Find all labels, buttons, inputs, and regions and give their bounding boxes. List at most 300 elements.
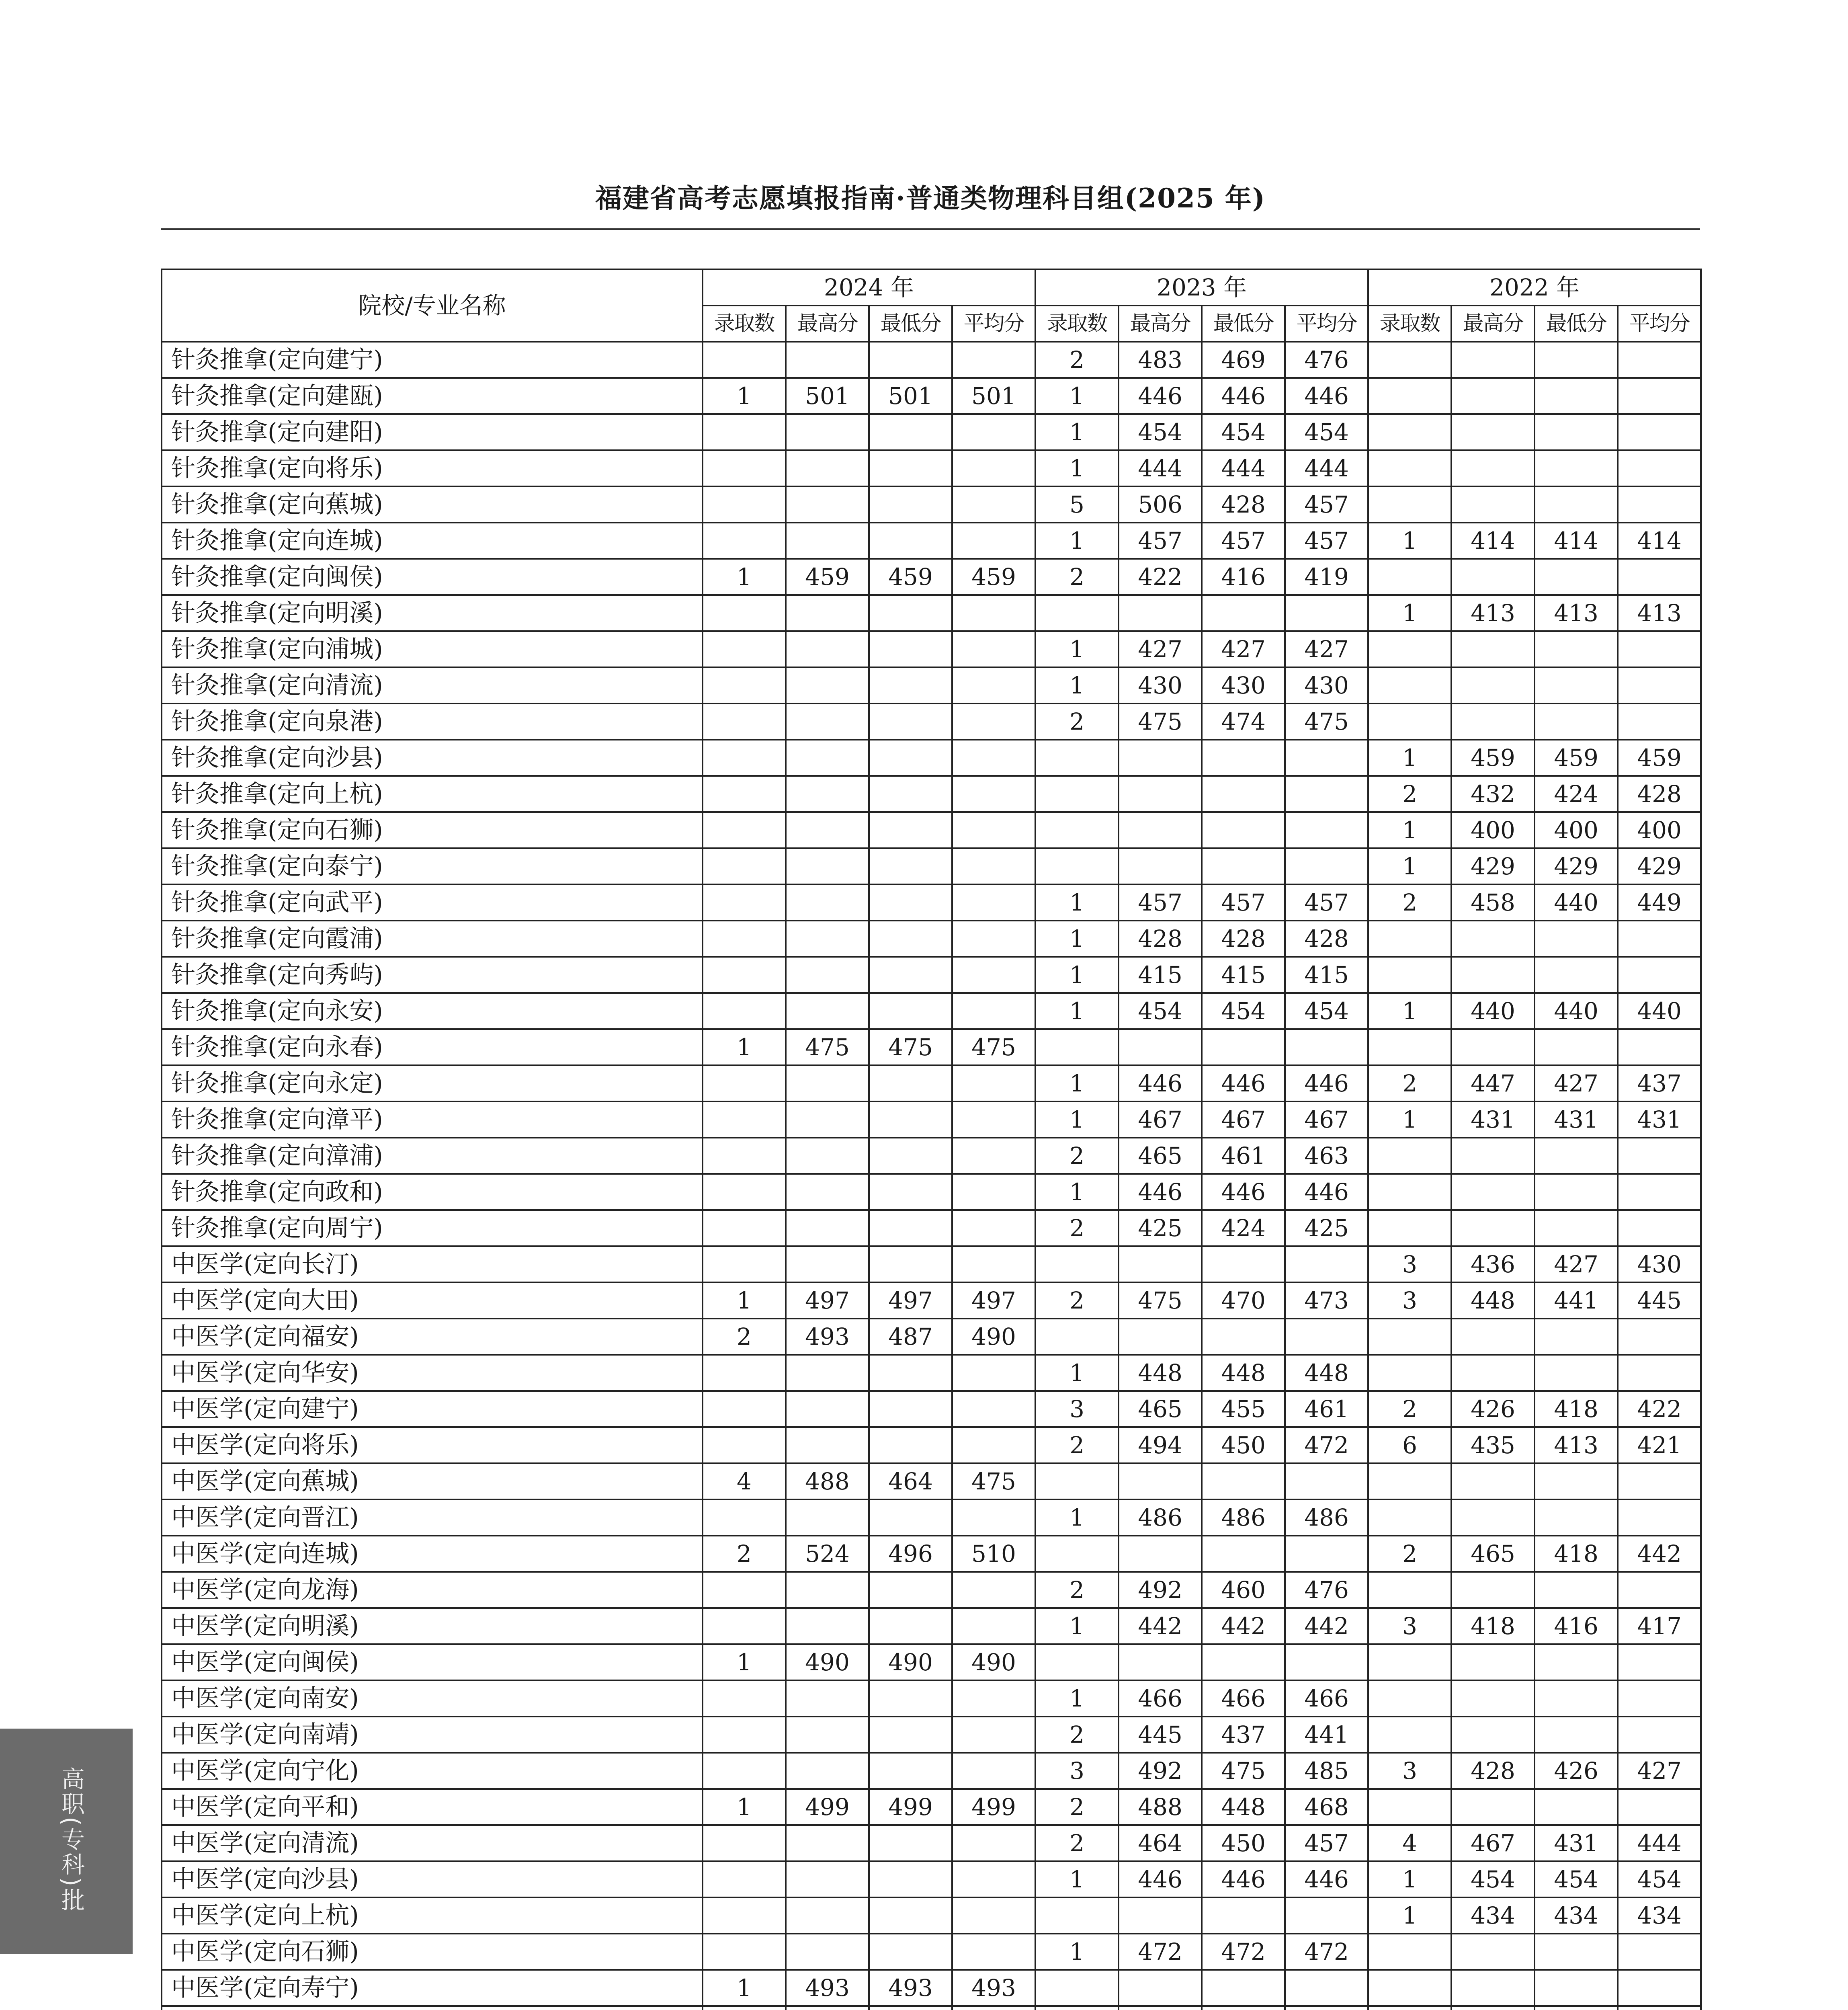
score-cell [869,812,952,848]
score-cell: 470 [1202,1282,1285,1319]
score-cell: 416 [1535,1608,1618,1644]
score-cell [952,523,1035,559]
score-cell [1035,1970,1119,2006]
score-cell: 4 [1368,1825,1451,1861]
table-row [162,1101,1701,1138]
score-cell: 459 [1618,740,1701,776]
table-row [162,1065,1701,1101]
score-cell [1035,1897,1119,1934]
major-name-cell: 针灸推拿(定向将乐) [162,450,703,486]
score-cell [1535,342,1618,378]
score-cell: 422 [1119,559,1202,595]
score-cell [1618,414,1701,450]
score-cell [869,523,952,559]
major-name-cell: 针灸推拿(定向永定) [162,1065,703,1101]
score-cell: 446 [1202,1861,1285,1897]
score-cell: 6 [1368,1427,1451,1463]
score-cell [1035,1029,1119,1065]
score-cell: 444 [1119,450,1202,486]
score-cell [1202,776,1285,812]
score-cell [1285,776,1368,812]
table-row [162,812,1701,848]
score-cell: 2 [1368,1536,1451,1572]
score-cell [869,631,952,667]
score-cell [1035,812,1119,848]
score-cell [1119,848,1202,884]
score-cell: 2 [703,1536,786,1572]
score-cell [703,1934,786,1970]
score-cell [786,1680,869,1717]
table-row [162,450,1701,486]
major-name-cell: 针灸推拿(定向霞浦) [162,921,703,957]
score-cell [869,1174,952,1210]
score-cell [1368,1789,1451,1825]
score-cell [869,1680,952,1717]
table-row [162,342,1701,378]
score-cell [1285,1029,1368,1065]
score-cell [1368,1970,1451,2006]
score-cell: 440 [1618,993,1701,1029]
score-cell [1035,1319,1119,1355]
score-cell [703,1427,786,1463]
score-cell: 506 [1119,486,1202,523]
score-cell [703,848,786,884]
score-cell [703,450,786,486]
score-cell: 446 [1119,378,1202,414]
score-cell [703,812,786,848]
major-name-cell: 针灸推拿(定向建阳) [162,414,703,450]
score-cell [786,993,869,1029]
score-cell: 414 [1618,523,1701,559]
score-cell [1035,740,1119,776]
score-cell [1535,1210,1618,1246]
score-cell [952,1138,1035,1174]
score-cell [1535,667,1618,704]
score-cell: 426 [1451,1391,1535,1427]
score-cell: 427 [1535,1246,1618,1282]
table-row [162,1210,1701,1246]
score-cell [1202,1246,1285,1282]
score-cell: 501 [869,378,952,414]
score-cell [1535,2006,1618,2010]
table-row [162,1319,1701,1355]
score-cell: 448 [1202,1355,1285,1391]
major-name-cell: 中医学(定向闽侯) [162,1644,703,1680]
score-cell [1368,1934,1451,1970]
column-header-metric: 平均分 [1618,306,1701,342]
score-cell [786,1825,869,1861]
score-cell [786,1572,869,1608]
score-cell: 1 [1368,1861,1451,1897]
score-cell [1451,1355,1535,1391]
score-cell [1451,921,1535,957]
score-cell: 441 [1285,1717,1368,1753]
score-cell [1035,776,1119,812]
score-cell: 446 [1285,1861,1368,1897]
score-cell [1618,1210,1701,1246]
score-cell: 413 [1535,595,1618,631]
score-cell [952,1246,1035,1282]
score-cell [1535,631,1618,667]
score-cell: 488 [786,1463,869,1499]
score-cell: 400 [1618,812,1701,848]
score-cell [1535,1463,1618,1499]
score-cell: 490 [952,1319,1035,1355]
score-cell: 432 [1451,776,1535,812]
score-cell [1035,2006,1119,2010]
score-cell: 441 [1535,1282,1618,1319]
score-cell: 1 [703,1029,786,1065]
score-cell: 454 [1285,414,1368,450]
score-cell: 444 [1285,450,1368,486]
score-cell [1618,486,1701,523]
score-cell: 427 [1535,1065,1618,1101]
score-cell: 1 [1368,595,1451,631]
score-cell [869,2006,952,2010]
score-cell [1618,1572,1701,1608]
score-cell [786,884,869,921]
table-row [162,1355,1701,1391]
score-cell [1618,450,1701,486]
table-row [162,1282,1701,1319]
score-cell: 493 [786,1319,869,1355]
score-cell [786,414,869,450]
score-cell [1451,1934,1535,1970]
score-cell: 447 [1451,1065,1535,1101]
score-cell [703,1101,786,1138]
score-cell [1285,740,1368,776]
score-cell [1035,1644,1119,1680]
year-header-2022: 2022 年 [1368,269,1701,306]
score-cell: 454 [1618,1861,1701,1897]
score-cell [703,1065,786,1101]
score-cell [1202,2006,1285,2010]
score-cell [703,342,786,378]
score-cell [1618,704,1701,740]
score-cell: 427 [1202,631,1285,667]
score-cell [786,486,869,523]
score-cell: 483 [1119,342,1202,378]
table-row [162,740,1701,776]
column-header-metric: 最高分 [1119,306,1202,342]
score-cell [952,1608,1035,1644]
score-cell: 2 [1368,776,1451,812]
score-cell: 442 [1119,1608,1202,1644]
score-cell [1368,1463,1451,1499]
score-cell: 459 [869,559,952,595]
major-name-cell: 中医学(定向上杭) [162,1897,703,1934]
admission-score-table [161,269,1702,2010]
major-name-cell: 针灸推拿(定向明溪) [162,595,703,631]
score-cell [1451,342,1535,378]
score-cell [1451,1717,1535,1753]
score-cell [952,1210,1035,1246]
score-cell: 1 [1368,740,1451,776]
score-cell: 1 [1035,1861,1119,1897]
major-name-cell: 针灸推拿(定向武平) [162,884,703,921]
score-cell [1119,1536,1202,1572]
score-cell: 446 [1285,1174,1368,1210]
score-cell [1368,342,1451,378]
table-row [162,1825,1701,1861]
major-name-cell: 针灸推拿(定向蕉城) [162,486,703,523]
score-cell [1618,1789,1701,1825]
score-cell: 450 [1202,1825,1285,1861]
score-cell [952,776,1035,812]
score-cell [1451,1789,1535,1825]
major-name-cell: 针灸推拿(定向周宁) [162,1210,703,1246]
score-cell [1451,1970,1535,2006]
score-cell [869,450,952,486]
score-cell [1451,1210,1535,1246]
score-cell: 1 [1035,1608,1119,1644]
score-cell: 499 [786,1789,869,1825]
score-cell [1119,740,1202,776]
table-row [162,1608,1701,1644]
score-cell [1119,1644,1202,1680]
score-cell [1535,1572,1618,1608]
score-cell: 1 [1035,993,1119,1029]
score-cell: 2 [1035,1572,1119,1608]
score-cell [1119,776,1202,812]
score-cell [1618,1355,1701,1391]
score-cell [869,1934,952,1970]
score-cell: 485 [1285,1753,1368,1789]
score-cell [952,667,1035,704]
score-cell: 448 [1202,1789,1285,1825]
score-cell [703,1355,786,1391]
score-cell: 3 [1368,1753,1451,1789]
score-cell: 457 [1285,1825,1368,1861]
score-cell: 413 [1535,1427,1618,1463]
score-cell [1451,1644,1535,1680]
column-header-metric: 最高分 [786,306,869,342]
score-cell [1119,1319,1202,1355]
score-cell [869,486,952,523]
score-cell: 461 [1202,1138,1285,1174]
score-cell: 437 [1202,1717,1285,1753]
score-cell: 472 [1119,1934,1202,1970]
score-cell: 400 [1451,812,1535,848]
table-row [162,1391,1701,1427]
score-cell: 476 [1285,1572,1368,1608]
score-cell [952,1174,1035,1210]
score-cell: 467 [1202,1101,1285,1138]
score-cell [703,1246,786,1282]
score-cell: 414 [1535,523,1618,559]
score-cell: 437 [1618,1065,1701,1101]
table-row [162,1246,1701,1282]
score-cell: 465 [1119,1391,1202,1427]
score-cell: 469 [1202,342,1285,378]
score-cell: 448 [1119,1355,1202,1391]
score-cell: 428 [1285,921,1368,957]
score-cell [1451,704,1535,740]
score-cell: 446 [1119,1861,1202,1897]
score-cell [1535,1174,1618,1210]
score-cell: 2 [1368,884,1451,921]
score-cell [703,957,786,993]
score-cell [1451,450,1535,486]
score-cell: 457 [1285,523,1368,559]
score-cell: 1 [703,1970,786,2006]
score-cell [1285,1536,1368,1572]
score-cell: 1 [1035,957,1119,993]
score-cell: 1 [1035,1499,1119,1536]
score-cell: 2 [703,1319,786,1355]
score-cell: 2 [1035,1825,1119,1861]
score-cell: 466 [1202,1680,1285,1717]
score-cell [869,1608,952,1644]
score-cell [1451,559,1535,595]
score-cell [786,523,869,559]
score-cell: 436 [1451,1246,1535,1282]
score-cell [952,631,1035,667]
score-cell [1035,595,1119,631]
score-cell: 493 [952,1970,1035,2006]
score-cell: 429 [1535,848,1618,884]
score-cell [1119,1897,1202,1934]
column-header-name: 院校/专业名称 [162,269,703,342]
score-cell [869,704,952,740]
score-cell: 430 [1202,667,1285,704]
score-cell: 464 [1119,1825,1202,1861]
column-header-metric: 最低分 [869,306,952,342]
score-cell [1119,1463,1202,1499]
score-cell [1451,667,1535,704]
score-cell [1202,595,1285,631]
score-cell: 459 [1451,740,1535,776]
score-cell [1451,378,1535,414]
major-name-cell: 中医学(定向沙县) [162,1861,703,1897]
score-cell: 497 [869,1282,952,1319]
score-cell [1202,848,1285,884]
table-row [162,776,1701,812]
score-cell: 1 [1035,1101,1119,1138]
score-cell [1368,1717,1451,1753]
score-cell [703,1680,786,1717]
score-cell: 429 [1451,848,1535,884]
score-cell: 459 [952,559,1035,595]
running-head-title: 福建省高考志愿填报指南·普通类物理科目组(2025 年) [595,183,1266,214]
score-cell: 431 [1535,1101,1618,1138]
score-cell [1535,957,1618,993]
score-cell: 2 [1035,1282,1119,1319]
major-name-cell: 针灸推拿(定向清流) [162,667,703,704]
score-cell [869,1391,952,1427]
score-cell [869,1427,952,1463]
score-cell: 428 [1202,486,1285,523]
score-cell [1451,1463,1535,1499]
score-cell: 430 [1285,667,1368,704]
score-cell [786,812,869,848]
score-cell: 418 [1535,1536,1618,1572]
score-cell [952,2006,1035,2010]
score-cell [1368,1355,1451,1391]
score-cell [869,1825,952,1861]
major-name-cell: 中医学(定向连城) [162,1536,703,1572]
score-cell [1451,1680,1535,1717]
score-cell [1451,1572,1535,1608]
score-cell [1285,1463,1368,1499]
score-cell [952,342,1035,378]
score-cell: 446 [1202,1065,1285,1101]
score-cell [1535,1355,1618,1391]
score-cell: 464 [869,1463,952,1499]
score-cell: 1 [703,1282,786,1319]
major-name-cell: 针灸推拿(定向漳浦) [162,1138,703,1174]
score-cell: 427 [1618,1753,1701,1789]
score-cell: 461 [1285,1391,1368,1427]
score-cell: 524 [786,1536,869,1572]
score-cell [952,1427,1035,1463]
table-row [162,378,1701,414]
score-cell: 454 [1119,414,1202,450]
score-cell [952,1680,1035,1717]
major-name-cell: 中医学(定向建宁) [162,1391,703,1427]
score-cell: 486 [1119,1499,1202,1536]
score-cell: 424 [1202,1210,1285,1246]
score-cell [869,848,952,884]
score-cell [1618,1934,1701,1970]
score-cell [786,450,869,486]
score-cell [1368,2006,1451,2010]
score-cell: 3 [1368,1246,1451,1282]
score-cell [1618,1970,1701,2006]
score-cell [1202,1536,1285,1572]
major-name-cell: 针灸推拿(定向闽侯) [162,559,703,595]
year-header-2023: 2023 年 [1035,269,1368,306]
score-cell: 1 [1035,450,1119,486]
score-cell [786,1427,869,1463]
score-cell [869,884,952,921]
score-cell: 3 [1368,1282,1451,1319]
score-cell: 2 [1035,342,1119,378]
score-cell [1285,1897,1368,1934]
score-cell [1451,2006,1535,2010]
table-row [162,667,1701,704]
score-cell: 2 [1035,1138,1119,1174]
header-rule [161,228,1700,230]
score-cell: 2 [1368,1391,1451,1427]
table-row [162,631,1701,667]
score-cell [1618,1029,1701,1065]
score-cell [1202,1319,1285,1355]
score-cell: 446 [1285,378,1368,414]
score-cell: 2 [1035,1210,1119,1246]
score-cell: 1 [703,1789,786,1825]
score-cell: 457 [1285,884,1368,921]
score-cell: 510 [952,1536,1035,1572]
score-cell [1035,1246,1119,1282]
score-cell [1618,631,1701,667]
score-cell [952,1717,1035,1753]
score-cell [703,1897,786,1934]
score-cell [786,740,869,776]
score-cell [952,1355,1035,1391]
score-cell [1535,414,1618,450]
score-cell [1618,1138,1701,1174]
score-cell [1618,1644,1701,1680]
score-cell: 3 [1035,1391,1119,1427]
score-cell: 1 [1035,414,1119,450]
score-cell [1618,342,1701,378]
score-cell [1535,1138,1618,1174]
table-row [162,1029,1701,1065]
major-name-cell: 针灸推拿(定向泉港) [162,704,703,740]
score-cell: 475 [1202,1753,1285,1789]
score-cell [786,1355,869,1391]
